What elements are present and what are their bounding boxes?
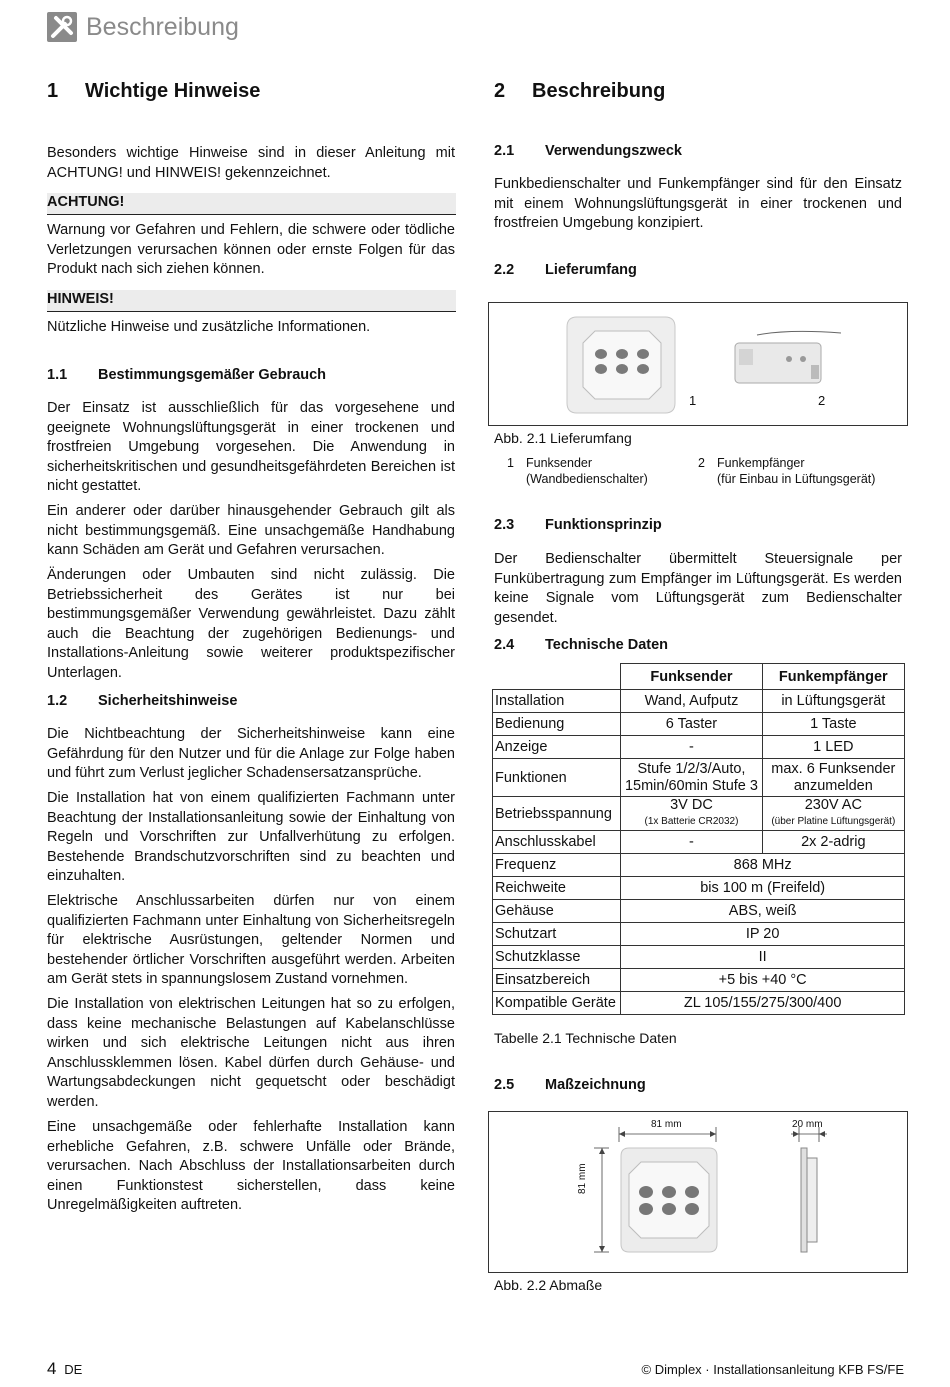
achtung-text: Warnung vor Gefahren und Fehlern, die schwere oder tödliche Verletzungen verursachen können oder ernste Folgen für das Produkt nach sich ziehen können. <box>47 222 455 278</box>
section2-2-heading: 2.2 Lieferumfang <box>494 262 637 278</box>
achtung-label: ACHTUNG! <box>47 193 456 215</box>
figure-callout-1: 1 <box>689 393 697 408</box>
funksender-front-view <box>621 1148 717 1252</box>
footer-page-number: 4 DE <box>47 1359 83 1378</box>
section2-1-heading: 2.1 Verwendungszweck <box>494 143 682 159</box>
table-row: Einsatzbereich +5 bis +40 °C <box>493 969 905 992</box>
page-header-title: Beschreibung <box>86 13 239 41</box>
funkempfaenger-image <box>735 331 841 383</box>
table-row: Frequenz 868 MHz <box>493 854 905 877</box>
funksender-image <box>567 317 675 413</box>
hinweis-label: HINWEIS! <box>47 290 456 312</box>
section2-heading: 2 Beschreibung <box>494 80 666 102</box>
figure-lieferumfang <box>488 302 908 426</box>
s1-2-paragraph-2: Die Installation hat von einem qualifizierten Fachmann unter Beachtung der Installationsanleitung sowie der Einhaltung von Regeln und Vorschriften zur Unfallverhütung zu erfolgen. Bestehende Brandschutzvorschriften sind zu beachten und einzuhalten. <box>47 790 455 885</box>
tools-icon <box>47 12 77 42</box>
table-header-row <box>493 664 905 690</box>
column-header-funksender: Funksender <box>621 664 762 690</box>
table-row: Gehäuse ABS, weiß <box>493 900 905 923</box>
section1-2-heading: 1.2 Sicherheitshinweise <box>47 693 238 709</box>
table-row: Schutzart IP 20 <box>493 923 905 946</box>
lieferumfang-illustration <box>489 303 907 425</box>
figure-2-1-caption: Abb. 2.1 Lieferumfang <box>494 430 632 446</box>
section1-intro: Besonders wichtige Hinweise sind in dieser Anleitung mit ACHTUNG! und HINWEIS! gekennzeichnet. <box>47 145 455 181</box>
funksender-side-view <box>801 1148 817 1252</box>
dimension-width-label: 81 mm <box>651 1119 682 1130</box>
dimension-drawing <box>489 1112 907 1272</box>
technical-data-table <box>492 663 905 1015</box>
table-row: Anzeige - 1 LED <box>493 736 905 759</box>
s2-3-paragraph: Der Bedienschalter übermittelt Steuersignale per Funkübertragung zum Empfänger im Lüftungsgerät. Es werden keine Signale vom Lüftungsgerät zum Bedienschalter gesendet. <box>494 551 902 626</box>
s1-1-paragraph-1: Der Einsatz ist ausschließlich für das vorgesehene und geeignete Wohnungslüftungsgerät in einer trockenen und frostfreien Umgebung vorgesehen. Die Anwendung in sicherheitskritischen und gesundheitsgefährdeten Bereichen ist nicht gestattet. <box>47 400 455 495</box>
section1-heading: 1 Wichtige Hinweise <box>47 80 261 102</box>
table-row: Funktionen Stufe 1/2/3/Auto, 15min/60min Stufe 3 max. 6 Funksender anzumelden <box>493 759 905 797</box>
figure-callout-2: 2 <box>818 393 826 408</box>
section2-3-heading: 2.3 Funktionsprinzip <box>494 517 662 533</box>
dimension-depth-label: 20 mm <box>792 1119 823 1130</box>
table-row: Anschlusskabel - 2x 2-adrig <box>493 831 905 854</box>
table-row: Reichweite bis 100 m (Freifeld) <box>493 877 905 900</box>
section2-4-heading: 2.4 Technische Daten <box>494 637 669 653</box>
s1-2-paragraph-5: Eine unsachgemäße oder fehlerhafte Installation kann erhebliche Gefahren, z.B. schwere Unfälle oder Brände, verursachen. Nach Abschluss der Installationsarbeiten durch einen Funktionstest sicherstellen, dass keine Unregelmäßigkeiten auftreten. <box>47 1119 455 1214</box>
table-row: Schutzklasse II <box>493 946 905 969</box>
table-row: Bedienung 6 Taster 1 Taste <box>493 713 905 736</box>
section1-1-heading: 1.1 Bestimmungsgemäßer Gebrauch <box>47 367 327 383</box>
footer-copyright: © Dimplex · Installationsanleitung KFB FS/FE <box>641 1362 904 1377</box>
column-header-funkempfaenger: Funkempfänger <box>762 664 904 690</box>
dimension-height-label: 81 mm <box>577 1163 588 1194</box>
s2-1-paragraph: Funkbedienschalter und Funkempfänger sind für den Einsatz mit einem Wohnungslüftungsgerät in einer trockenen und frostfreien Umgebung konzipiert. <box>494 176 902 232</box>
table-row: Installation Wand, Aufputz in Lüftungsgerät <box>493 690 905 713</box>
legend-item-2: 2 Funkempfänger (für Einbau in Lüftungsgerät) <box>698 456 876 486</box>
table-2-1-caption: Tabelle 2.1 Technische Daten <box>494 1030 677 1046</box>
s1-2-paragraph-1: Die Nichtbeachtung der Sicherheitshinweise kann eine Gefährdung für den Nutzer und für die Anlage zur Folge haben und führt zum Verlust jeglicher Schadensersatzansprüche. <box>47 726 455 782</box>
table-row: Betriebsspannung 3V DC (1x Batterie CR2032) 230V AC (über Platine Lüftungsgerät) <box>493 797 905 831</box>
table-row: Kompatible Geräte ZL 105/155/275/300/400 <box>493 992 905 1015</box>
figure-2-2-caption: Abb. 2.2 Abmaße <box>494 1277 603 1293</box>
hinweis-text: Nützliche Hinweise und zusätzliche Informationen. <box>47 319 371 335</box>
s1-2-paragraph-4: Die Installation von elektrischen Leitungen hat so zu erfolgen, dass keine mechanische Belastungen auf Kabelanschlüsse wirken und sich elektrische Leitungen nicht aus ihren Anschlussklemmen lösen. Kabel dürfen durch Gehäuse- und Wartungsabdeckungen nicht gequetscht oder beschädigt werden. <box>47 996 455 1110</box>
s1-1-paragraph-2: Ein anderer oder darüber hinausgehender Gebrauch gilt als nicht bestimmungsgemäß. Eine unsachgemäße Handhabung kann Schäden am Gerät und Gefahren verursachen. <box>47 503 455 559</box>
legend-item-1: 1 Funksender (Wandbedienschalter) <box>507 456 648 486</box>
s1-2-paragraph-3: Elektrische Anschlussarbeiten dürfen nur von einem qualifizierten Fachmann unter Einhaltung von Sicherheitsregeln für elektrische Ausrüstungen, geltender Normen und bestehender örtlicher Vorschriften ausgeführt werden. Arbeiten am Gerät stets in spannungslosem Zustand vornehmen. <box>47 893 455 988</box>
figure-masszeichnung <box>488 1111 908 1273</box>
section2-5-heading: 2.5 Maßzeichnung <box>494 1077 646 1093</box>
s1-1-paragraph-3: Änderungen oder Umbauten sind nicht zulässig. Die Betriebssicherheit des Gerätes ist nur bei bestimmungsgemäßer Verwendung gewährleistet. Dazu zählt auch die Beachtung der zugehörigen Bedienungs- und Installations-Anleitung sowie weiterer produktspezifischer Unterlagen. <box>47 567 455 681</box>
